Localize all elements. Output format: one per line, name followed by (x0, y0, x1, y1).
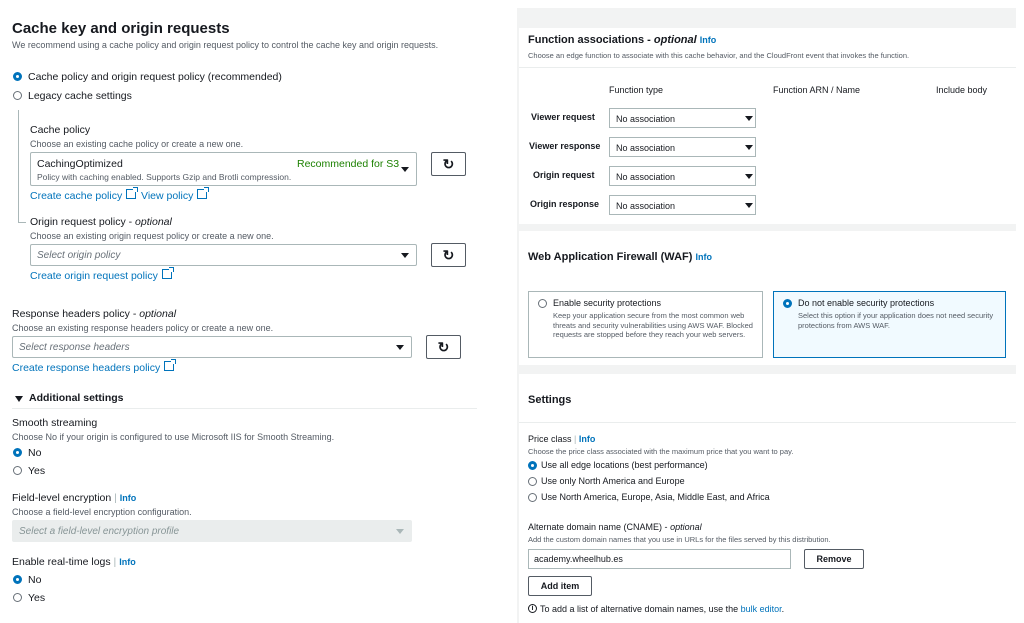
cache-section-title: Cache key and origin requests (12, 20, 230, 37)
origin-request-label: Origin request (533, 170, 595, 180)
radio-legacy-cache-settings-label: Legacy cache settings (28, 90, 132, 102)
chevron-down-icon (396, 345, 404, 350)
external-link-icon (164, 361, 174, 371)
cname-input-value: academy.wheelhub.es (534, 554, 623, 564)
cache-policy-select[interactable] (30, 152, 417, 186)
radio-price-na-europe[interactable] (528, 477, 537, 486)
divider (519, 422, 1016, 423)
origin-request-policy-label: Origin request policy - optional (30, 216, 172, 228)
field-level-encryption-select (12, 520, 412, 542)
function-associations-card (519, 28, 1016, 224)
cache-section-description: We recommend using a cache policy and origin request policy to control the cache key and origin requests. (12, 40, 439, 50)
radio-smooth-streaming-no[interactable] (13, 448, 22, 457)
radio-smooth-streaming-yes[interactable] (13, 466, 22, 475)
chevron-down-icon (401, 167, 409, 172)
tree-line-branch (18, 222, 26, 223)
origin-policy-select[interactable] (30, 244, 417, 266)
function-associations-description: Choose an edge function to associate with this cache behavior, and the CloudFront event that invokes the function. (528, 51, 910, 60)
radio-price-all-edge-label: Use all edge locations (best performance) (541, 460, 708, 470)
radio-real-time-logs-no-label: No (28, 574, 42, 586)
column-include-body: Include body (936, 85, 988, 95)
chevron-down-icon (396, 529, 404, 534)
field-level-encryption-placeholder: Select a field-level encryption profile (19, 526, 180, 537)
refresh-icon: ↻ (442, 156, 455, 172)
response-headers-placeholder: Select response headers (19, 342, 130, 353)
waf-disable-option[interactable] (773, 291, 1006, 358)
smooth-streaming-label: Smooth streaming (12, 417, 98, 429)
remove-button[interactable]: Remove (804, 549, 864, 569)
waf-title: Web Application Firewall (WAF) Info (528, 251, 712, 263)
bulk-editor-link[interactable]: bulk editor (740, 604, 782, 614)
radio-price-na-europe-asia[interactable] (528, 493, 537, 502)
column-function-arn: Function ARN / Name (773, 85, 861, 95)
radio-smooth-streaming-no-label: No (28, 447, 42, 459)
cname-input[interactable] (528, 549, 791, 569)
cname-description: Add the custom domain names that you use in URLs for the files served by this distribution. (528, 535, 831, 544)
radio-legacy-cache-settings[interactable] (13, 91, 22, 100)
refresh-response-headers-button[interactable] (426, 335, 461, 359)
price-class-description: Choose the price class associated with the maximum price that you want to pay. (528, 447, 794, 456)
waf-enable-description: Keep your application secure from the most common web threats and security vulnerabilities using AWS WAF. Blocked requests are stopped before they reach your web servers. (553, 311, 753, 339)
radio-price-all-edge[interactable] (528, 461, 537, 470)
info-link[interactable]: Info (699, 35, 717, 45)
waf-enable-option[interactable] (528, 291, 763, 358)
smooth-streaming-description: Choose No if your origin is configured to use Microsoft IIS for Smooth Streaming. (12, 432, 335, 442)
field-level-encryption-label: Field-level encryption | Info (12, 492, 137, 504)
chevron-down-icon (745, 203, 753, 208)
chevron-down-icon (401, 253, 409, 258)
external-link-icon (126, 189, 136, 199)
viewer-response-label: Viewer response (529, 141, 601, 151)
origin-request-policy-description: Choose an existing origin request policy or create a new one. (30, 231, 274, 241)
refresh-cache-policy-button[interactable] (431, 152, 466, 176)
response-headers-policy-label: Response headers policy - optional (12, 308, 177, 320)
origin-request-select[interactable]: No association (609, 166, 756, 186)
waf-enable-title: Enable security protections (553, 298, 662, 308)
additional-settings-toggle[interactable]: Additional settings (29, 392, 124, 404)
viewer-response-select[interactable]: No association (609, 137, 756, 157)
viewer-request-select[interactable]: No association (609, 108, 756, 128)
waf-disable-title: Do not enable security protections (798, 298, 935, 308)
chevron-down-icon (745, 116, 753, 121)
divider (12, 408, 477, 409)
cache-policy-label: Cache policy (30, 124, 91, 136)
create-cache-policy-link[interactable]: Create cache policy (30, 189, 136, 202)
create-origin-request-policy-link[interactable]: Create origin request policy (30, 269, 172, 282)
add-item-button[interactable]: Add item (528, 576, 592, 596)
cache-policy-description: Choose an existing cache policy or create a new one. (30, 139, 244, 149)
response-headers-policy-description: Choose an existing response headers policy or create a new one. (12, 323, 274, 333)
radio-smooth-streaming-yes-label: Yes (28, 465, 46, 477)
bulk-editor-note: To add a list of alternative domain names, use the bulk editor. (540, 604, 785, 614)
divider (519, 67, 1016, 68)
info-link[interactable]: Info (119, 493, 137, 503)
radio-price-na-europe-asia-label: Use North America, Europe, Asia, Middle East, and Africa (541, 492, 770, 502)
external-link-icon (162, 269, 172, 279)
radio-waf-enable[interactable] (538, 299, 547, 308)
recommended-badge: Recommended for S3 (297, 158, 400, 170)
origin-response-label: Origin response (530, 199, 600, 209)
radio-waf-disable[interactable] (783, 299, 792, 308)
info-link[interactable]: Info (578, 434, 596, 444)
origin-policy-placeholder: Select origin policy (37, 250, 121, 261)
cache-policy-value: CachingOptimized (37, 158, 123, 170)
waf-card (519, 231, 1016, 365)
response-headers-select[interactable] (12, 336, 412, 358)
info-link[interactable]: Info (695, 252, 712, 262)
refresh-icon: ↻ (442, 247, 455, 263)
radio-real-time-logs-no[interactable] (13, 575, 22, 584)
real-time-logs-label: Enable real-time logs | Info (12, 556, 136, 568)
refresh-origin-policy-button[interactable] (431, 243, 466, 267)
view-policy-link[interactable]: View policy (141, 189, 207, 202)
waf-disable-description: Select this option if your application does not need security protections from AWS WAF. (798, 311, 994, 330)
caret-down-icon[interactable] (15, 396, 23, 402)
info-link[interactable]: Info (119, 557, 136, 567)
radio-cache-policy-recommended-label: Cache policy and origin request policy (recommended) (28, 71, 282, 83)
viewer-request-label: Viewer request (531, 112, 595, 122)
chevron-down-icon (745, 174, 753, 179)
settings-card (519, 374, 1016, 623)
info-circle-icon: i (528, 604, 537, 613)
refresh-icon: ↻ (437, 339, 450, 355)
price-class-label: Price class | Info (528, 434, 596, 444)
chevron-down-icon (745, 145, 753, 150)
origin-response-select[interactable]: No association (609, 195, 756, 215)
settings-title: Settings (528, 394, 572, 406)
radio-real-time-logs-yes-label: Yes (28, 592, 46, 604)
field-level-encryption-description: Choose a field-level encryption configuration. (12, 507, 192, 517)
column-function-type: Function type (609, 85, 664, 95)
tree-line (18, 110, 19, 223)
external-link-icon (197, 189, 207, 199)
radio-price-na-europe-label: Use only North America and Europe (541, 476, 685, 486)
create-response-headers-policy-link[interactable]: Create response headers policy (12, 361, 174, 374)
cname-label: Alternate domain name (CNAME) - optional (528, 522, 702, 532)
radio-cache-policy-recommended[interactable] (13, 72, 22, 81)
function-associations-title: Function associations - optional Info (528, 34, 717, 46)
radio-real-time-logs-yes[interactable] (13, 593, 22, 602)
cache-policy-value-description: Policy with caching enabled. Supports Gzip and Brotli compression. (37, 172, 292, 182)
